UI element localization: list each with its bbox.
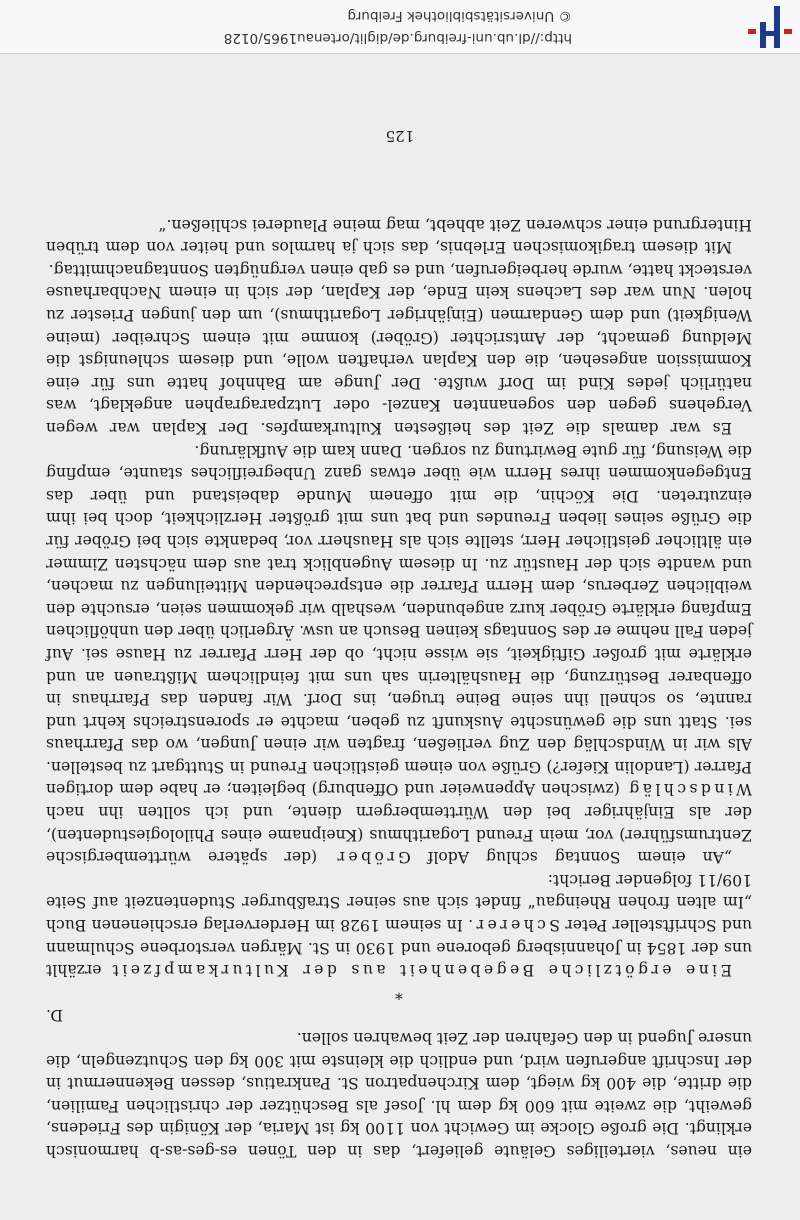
footer-url[interactable]: http://dl.ub.uni-freiburg.de/diglit/ortenau1965/0128 <box>223 30 572 46</box>
paragraph-quote-3: Mit diesem tragikomischen Erlebnis, das sich ja harmlos und heiter von dem trüben Hintergrund einer schweren Zeit abhebt, mag meine Plauderei schließen.“ <box>46 215 752 257</box>
anecdote-author: Scherer <box>473 916 560 935</box>
footer-rule <box>0 53 800 54</box>
anecdote-intro-rest: erzählt uns der 1854 in Johannisberg geborene und 1930 in St. Märgen verstorbene Schulmann und Schriftsteller Peter <box>46 916 752 980</box>
quote-name: Gröber <box>334 848 411 867</box>
page-text-body <box>46 213 752 1162</box>
quote-place: Windschläg <box>625 780 752 799</box>
anecdote-intro-end: . In seinem 1928 im Herderverlag erschienenen Buch „Im alten frohen Rheingau“ findet sich aus seiner Straßburger Studentenzeit auf Seite 109/11 folgender Bericht: <box>46 870 752 935</box>
section-separator: * <box>395 983 403 1002</box>
paragraph-bells: ein neues, vierteiliges Geläute geliefert, das in den Tönen es-ges-as-b harmonisch erklingt. Die große Glocke im Gewicht von 1100 kg ist Maria, der Königin des Friedens, geweiht, die zweite mit 600 kg dem hl. Josef als Beschützer der christlichen Familien, die dritte, die 400 kg wiegt, dem Kirchenpatron St. Pankratius, dessen Bekennermut in der Inschrift angerufen wird, und endlich die kleinste mit 300 kg den Schutzengeln, die unsere Jugend in den Gefahren der Zeit bewahren sollen. <box>46 1029 752 1160</box>
paragraph-quote-2: Es war damals die Zeit des heißesten Kulturkampfes. Der Kaplan war wegen Vergehens gegen den sogenannten Kanzel- oder Lutzparagraphen angeklagt, was natürlich jedes Kind im Dorf wußte. Der Junge am Bahnhof hatte uns für eine Kommission angesehen, die den Kaplan verhaften wolle, und diesem schleunigst die Meldung gemacht, der Amtsrichter (Gröber) komme mit einem Schreiber (meine Wenigkeit) und dem Gendarmen (Einjähriger Logarithmus), um den jungen Priester zu holen. Nun war des Lachens kein Ende, der Kaplan, der sich in einem Nachbarhause versteckt hatte, wurde herbeigerufen, und es gab einen vergnügten Sonntagnachmittag. <box>46 260 752 437</box>
paragraph-anecdote-intro <box>46 868 752 981</box>
signature: D. <box>46 1006 63 1025</box>
quote-part3: (zwischen Appenweier und Offenburg) begleiten; er habe dem dortigen Pfarrer (Landolin Kiefer?) Grüße von einem geistlichen Freund in Stuttgart zu bestellen. Als wir in Windschläg den Zug verließen, fragten wir einen Jungen, wo das Pfarrhaus sei. Statt uns die gewünschte Auskunft zu geben, machte er sporenstreichs kehrt und rannte, so schnell ihn seine Beine trugen, ins Dorf. Wir fanden das Pfarrhaus in offenbarer Bestürzung, die Haushälterin sah uns mit feindlichem Mißtrauen an und erklärte mit großer Giftigkeit, sie wisse nicht, ob der Herr Pfarrer zu Hause sei. Auf jeden Fall nehme er des Sonntags keinen Besuch an usw. Ärgerlich über den unhöflichen Empfang erklärte Gröber kurz angebunden, weshalb wir gekommen seien, ersuchte den weiblichen Zerberus, dem Herrn Pfarrer die entsprechenden Mitteilungen zu machen, und wandte sich der Haustür zu. In diesem Augenblick trat aus dem nächsten Zimmer ein ältlicher geistlicher Herr, stellte sich als Hausherr vor, bedankte sich bei Gröber für die Grüße seines lieben Freundes und bat uns mit größter Herzlichkeit, doch bei ihm einzutreten. Die Köchin, die mit offenem Munde dabeistand und über das Entgegenkommen ihres Herrn wie über etwas ganz Unbegreifliches staunte, empfing die Weisung, für gute Bewirtung zu sorgen. Dann kam die Aufklärung. <box>46 441 752 799</box>
page-number: 125 <box>385 127 415 145</box>
quote-part2: (der spätere württembergische Zentrumsführer) vor, mein Freund Logarithmus (Kneipname eines Philologiestudenten), der als Einjähriger bei den Württembergern diente, und ich sollten ihn nach <box>46 803 752 867</box>
viewer-footer <box>0 0 800 54</box>
paragraph-quote <box>46 439 752 868</box>
library-logo-icon <box>746 4 794 50</box>
quote-start: „An einem Sonntag schlug Adolf <box>427 848 732 867</box>
anecdote-intro-spaced: Eine ergötzliche Begebenheit aus der Kulturkampfzeit <box>109 961 732 980</box>
footer-copyright: © Universitätsbibliothek Freiburg <box>347 8 572 24</box>
